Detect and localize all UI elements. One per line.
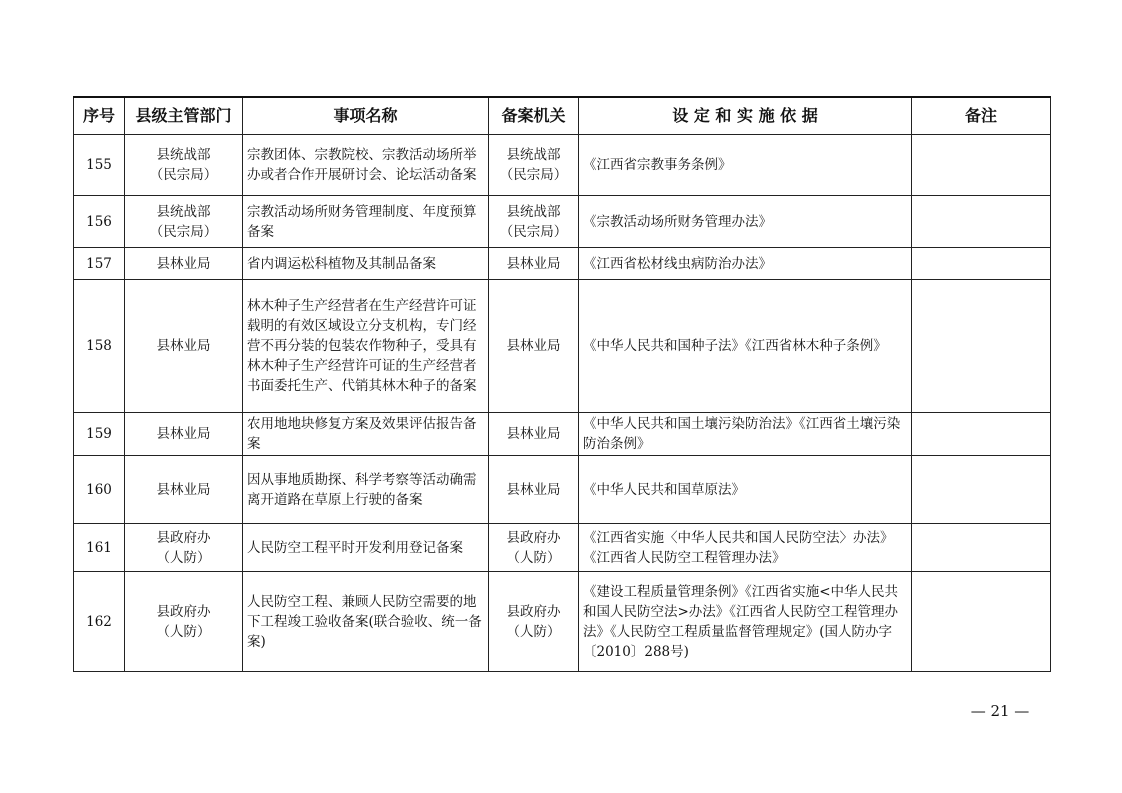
header-filing-authority: 备案机关 bbox=[489, 97, 579, 135]
row-item-name: 林木种子生产经营者在生产经营许可证载明的有效区域设立分支机构，专门经营不再分装的包装农作物种子，受具有林木种子生产经营许可证的生产经营者书面委托生产、代销其林木种子的备案 bbox=[243, 280, 489, 413]
row-filing-authority: 县统战部 （民宗局） bbox=[489, 196, 579, 248]
row-item-name: 宗教活动场所财务管理制度、年度预算备案 bbox=[243, 196, 489, 248]
row-serial-number: 162 bbox=[74, 572, 125, 672]
row-filing-authority: 县政府办 （人防） bbox=[489, 524, 579, 572]
row-legal-basis: 《江西省松材线虫病防治办法》 bbox=[579, 248, 912, 280]
row-remarks bbox=[912, 413, 1051, 456]
table-row bbox=[74, 456, 1051, 524]
row-serial-number: 159 bbox=[74, 413, 125, 456]
row-county-department: 县政府办 （人防） bbox=[125, 524, 243, 572]
row-county-department: 县林业局 bbox=[125, 280, 243, 413]
header-legal-basis: 设 定 和 实 施 依 据 bbox=[579, 97, 912, 135]
row-serial-number: 157 bbox=[74, 248, 125, 280]
row-county-department: 县统战部 （民宗局） bbox=[125, 196, 243, 248]
row-remarks bbox=[912, 280, 1051, 413]
row-legal-basis: 《江西省实施〈中华人民共和国人民防空法〉办法》《江西省人民防空工程管理办法》 bbox=[579, 524, 912, 572]
table-row bbox=[74, 524, 1051, 572]
header-county-department: 县级主管部门 bbox=[125, 97, 243, 135]
table-row bbox=[74, 196, 1051, 248]
row-legal-basis: 《中华人民共和国草原法》 bbox=[579, 456, 912, 524]
row-filing-authority: 县林业局 bbox=[489, 456, 579, 524]
row-remarks bbox=[912, 524, 1051, 572]
row-filing-authority: 县林业局 bbox=[489, 280, 579, 413]
row-filing-authority: 县统战部 （民宗局） bbox=[489, 135, 579, 196]
row-legal-basis: 《江西省宗教事务条例》 bbox=[579, 135, 912, 196]
row-remarks bbox=[912, 248, 1051, 280]
row-serial-number: 160 bbox=[74, 456, 125, 524]
row-filing-authority: 县林业局 bbox=[489, 248, 579, 280]
row-item-name: 人民防空工程平时开发利用登记备案 bbox=[243, 524, 489, 572]
filing-items-table bbox=[73, 96, 1051, 672]
row-filing-authority: 县政府办 （人防） bbox=[489, 572, 579, 672]
table-row bbox=[74, 572, 1051, 672]
table-body bbox=[74, 135, 1051, 672]
row-item-name: 因从事地质勘探、科学考察等活动确需离开道路在草原上行驶的备案 bbox=[243, 456, 489, 524]
header-remarks: 备注 bbox=[912, 97, 1051, 135]
page-number: — 21 — bbox=[970, 702, 1030, 720]
row-serial-number: 155 bbox=[74, 135, 125, 196]
row-remarks bbox=[912, 135, 1051, 196]
row-county-department: 县政府办 （人防） bbox=[125, 572, 243, 672]
row-legal-basis: 《宗教活动场所财务管理办法》 bbox=[579, 196, 912, 248]
row-item-name: 省内调运松科植物及其制品备案 bbox=[243, 248, 489, 280]
table-row bbox=[74, 280, 1051, 413]
row-serial-number: 161 bbox=[74, 524, 125, 572]
table-header-row bbox=[74, 97, 1051, 135]
header-serial-number: 序号 bbox=[74, 97, 125, 135]
row-filing-authority: 县林业局 bbox=[489, 413, 579, 456]
table-row bbox=[74, 413, 1051, 456]
row-serial-number: 156 bbox=[74, 196, 125, 248]
table-row bbox=[74, 135, 1051, 196]
row-remarks bbox=[912, 456, 1051, 524]
row-county-department: 县林业局 bbox=[125, 413, 243, 456]
row-item-name: 人民防空工程、兼顾人民防空需要的地下工程竣工验收备案(联合验收、统一备案) bbox=[243, 572, 489, 672]
row-remarks bbox=[912, 196, 1051, 248]
row-legal-basis: 《中华人民共和国土壤污染防治法》《江西省土壤污染防治条例》 bbox=[579, 413, 912, 456]
row-item-name: 农用地地块修复方案及效果评估报告备案 bbox=[243, 413, 489, 456]
row-legal-basis: 《中华人民共和国种子法》《江西省林木种子条例》 bbox=[579, 280, 912, 413]
header-item-name: 事项名称 bbox=[243, 97, 489, 135]
row-county-department: 县统战部 （民宗局） bbox=[125, 135, 243, 196]
row-legal-basis: 《建设工程质量管理条例》《江西省实施<中华人民共和国人民防空法>办法》《江西省人民防空工程管理办法》《人民防空工程质量监督管理规定》(国人防办字〔2010〕288号) bbox=[579, 572, 912, 672]
row-serial-number: 158 bbox=[74, 280, 125, 413]
row-item-name: 宗教团体、宗教院校、宗教活动场所举办或者合作开展研讨会、论坛活动备案 bbox=[243, 135, 489, 196]
row-county-department: 县林业局 bbox=[125, 248, 243, 280]
table-row bbox=[74, 248, 1051, 280]
row-county-department: 县林业局 bbox=[125, 456, 243, 524]
row-remarks bbox=[912, 572, 1051, 672]
